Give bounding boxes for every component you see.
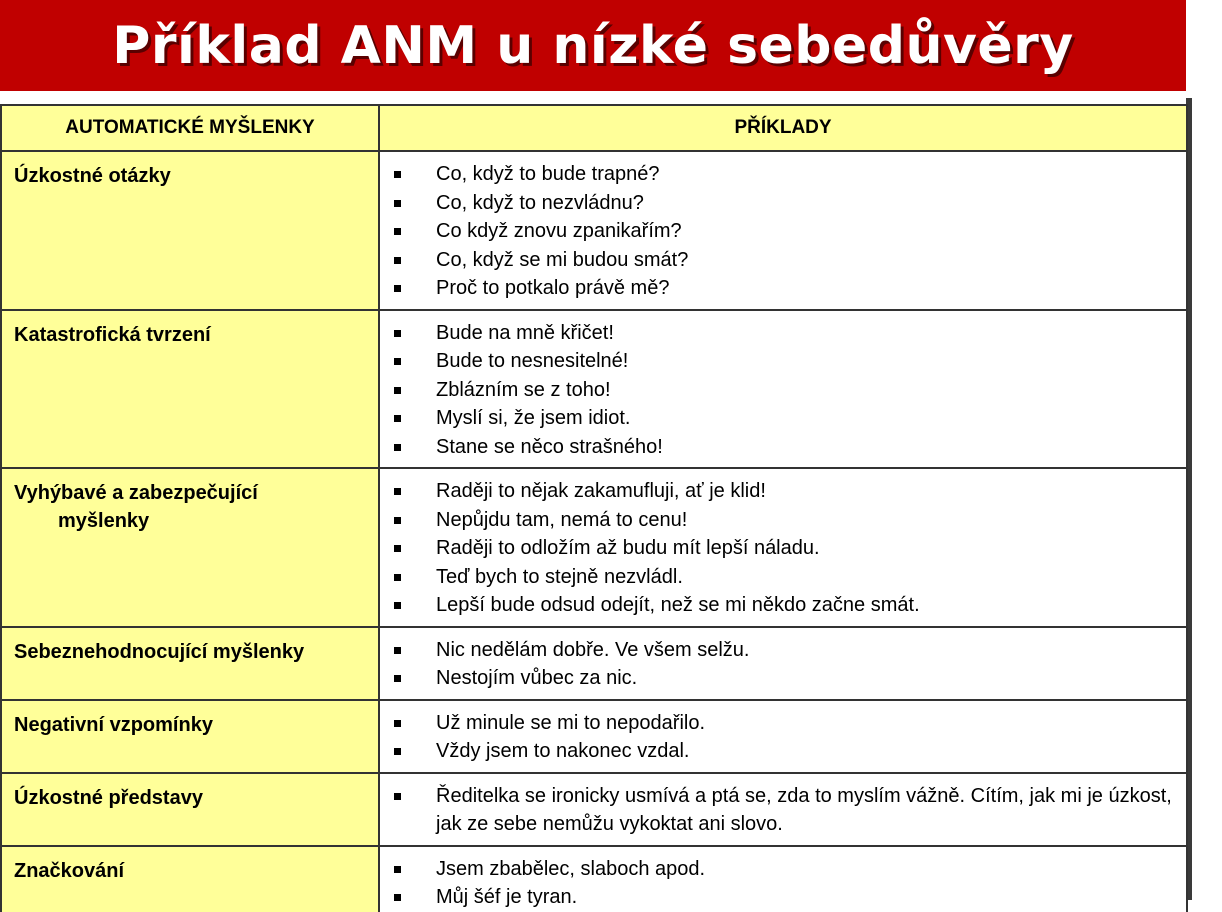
example-text: Myslí si, že jsem idiot. (436, 407, 631, 429)
bullet-icon (394, 545, 401, 552)
bullet-icon (394, 517, 401, 524)
table-row (1, 627, 1187, 700)
example-text: Proč to potkalo právě mě? (436, 277, 670, 299)
category-label: Katastrofická tvrzení (14, 323, 211, 346)
list-item (380, 636, 1174, 665)
example-text: Už minule se mi to nepodařilo. (436, 711, 706, 734)
example-text: Lepší bude odsud odejít, než se mi někdo začne smát. (436, 594, 920, 616)
bullet-icon (394, 866, 401, 873)
bullet-icon (394, 675, 401, 682)
anm-table (0, 104, 1188, 912)
list-item (380, 319, 1174, 348)
bullet-icon (394, 793, 401, 800)
table-row (1, 468, 1187, 627)
bullet-icon (394, 444, 401, 451)
category-label-line1: Vyhýbavé a zabezpečující (14, 482, 258, 504)
bullet-icon (394, 228, 401, 235)
bullet-icon (394, 358, 401, 365)
example-text: Zblázním se z toho! (436, 378, 611, 401)
bullet-icon (394, 488, 401, 495)
examples-list (380, 628, 1186, 699)
list-item (380, 477, 1174, 506)
category-cell (1, 700, 379, 773)
bullet-icon (394, 257, 401, 264)
list-item (380, 591, 1174, 620)
category-label: Negativní vzpomínky (14, 713, 213, 736)
examples-cell (379, 700, 1187, 773)
list-item (380, 274, 1174, 303)
example-text: Nic nedělám dobře. Ve všem selžu. (436, 638, 750, 661)
example-text: Nepůjdu tam, nemá to cenu! (436, 508, 688, 531)
bullet-icon (394, 200, 401, 207)
example-text: Bude to nesnesitelné! (436, 350, 629, 372)
category-label: Úzkostné otázky (14, 165, 171, 187)
category-cell (1, 151, 379, 310)
example-text: Co, když se mi budou smát? (436, 248, 689, 271)
bullet-icon (394, 602, 401, 609)
list-item (380, 506, 1174, 535)
list-item (380, 433, 1174, 462)
examples-list (380, 701, 1186, 772)
examples-list (380, 469, 1186, 626)
category-label: Sebeznehodnocující myšlenky (14, 640, 305, 663)
list-item (380, 883, 1174, 912)
bullet-icon (394, 387, 401, 394)
list-item (380, 534, 1174, 563)
bullet-icon (394, 894, 401, 901)
examples-list (380, 152, 1186, 309)
category-label-line2: myšlenky (58, 510, 150, 532)
examples-cell (379, 468, 1187, 627)
bullet-icon (394, 720, 401, 727)
table-row (1, 773, 1187, 846)
list-item (380, 709, 1174, 738)
list-item (380, 855, 1174, 884)
example-text: Jsem zbabělec, slaboch apod. (436, 857, 706, 880)
examples-list (380, 311, 1186, 468)
bullet-icon (394, 171, 401, 178)
examples-cell (379, 151, 1187, 310)
column-header-examples: PŘÍKLADY (379, 105, 1187, 151)
list-item (380, 664, 1174, 693)
examples-cell (379, 846, 1187, 912)
example-text: Nestojím vůbec za nic. (436, 667, 638, 689)
list-item (380, 217, 1174, 246)
category-cell (1, 468, 379, 627)
list-item (380, 782, 1174, 839)
page-title: Příklad ANM u nízké sebedůvěry (112, 15, 1074, 76)
table-row (1, 310, 1187, 469)
category-label (2, 469, 378, 535)
bullet-icon (394, 285, 401, 292)
list-item (380, 160, 1174, 189)
bullet-icon (394, 415, 401, 422)
category-label: Značkování (14, 859, 125, 882)
category-cell (1, 627, 379, 700)
example-text: Bude na mně křičet! (436, 321, 614, 344)
bullet-icon (394, 574, 401, 581)
list-item (380, 404, 1174, 433)
list-item (380, 246, 1174, 275)
table-header-row (1, 105, 1187, 151)
examples-cell (379, 627, 1187, 700)
bullet-icon (394, 748, 401, 755)
example-text: Vždy jsem to nakonec vzdal. (436, 740, 690, 762)
example-text: Stane se něco strašného! (436, 435, 663, 458)
column-header-automatic-thoughts: AUTOMATICKÉ MYŠLENKY (1, 105, 379, 151)
category-cell (1, 310, 379, 469)
example-text: Ředitelka se ironicky usmívá a ptá se, zda to myslím vážně. Cítím, jak mi je úzkost, jak ze sebe nemůžu vykoktat ani slovo. (436, 784, 1172, 835)
list-item (380, 189, 1174, 218)
table-row (1, 151, 1187, 310)
example-text: Raději to nějak zakamufluji, ať je klid! (436, 480, 766, 502)
table-row (1, 846, 1187, 912)
example-text: Můj šéf je tyran. (436, 886, 578, 908)
title-bar (0, 0, 1186, 91)
example-text: Co, když to nezvládnu? (436, 191, 644, 214)
category-label: Úzkostné představy (14, 786, 203, 809)
examples-list (380, 847, 1186, 912)
example-text: Raději to odložím až budu mít lepší náladu. (436, 537, 820, 559)
category-cell (1, 773, 379, 846)
bullet-icon (394, 330, 401, 337)
examples-list (380, 774, 1186, 845)
category-cell (1, 846, 379, 912)
list-item (380, 347, 1174, 376)
example-text: Co, když to bude trapné? (436, 163, 660, 185)
list-item (380, 737, 1174, 766)
examples-cell (379, 773, 1187, 846)
examples-cell (379, 310, 1187, 469)
example-text: Co když znovu zpanikařím? (436, 220, 682, 242)
list-item (380, 376, 1174, 405)
table-row (1, 700, 1187, 773)
list-item (380, 563, 1174, 592)
example-text: Teď bych to stejně nezvládl. (436, 565, 683, 588)
bullet-icon (394, 647, 401, 654)
